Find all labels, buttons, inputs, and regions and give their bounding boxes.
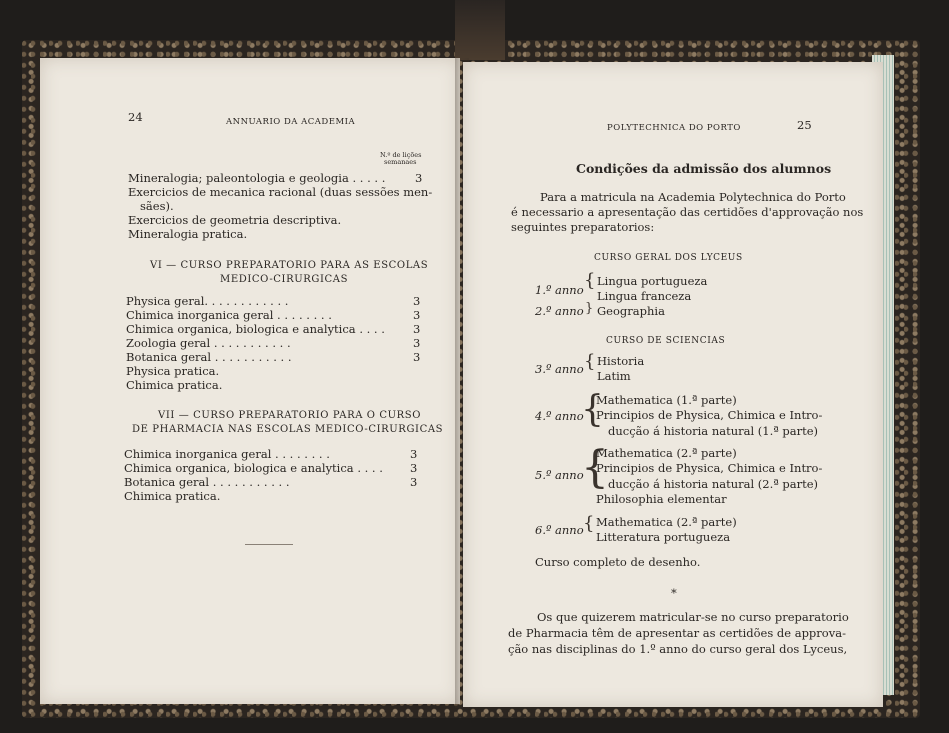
list-item: Litteratura portugueza	[596, 530, 731, 544]
list-item: ducção á historia natural (1.ª parte)	[608, 424, 818, 438]
list-item: Lingua portugueza	[597, 274, 708, 288]
page-number: 24	[128, 110, 143, 124]
brace: {	[581, 389, 604, 430]
left-page	[40, 58, 460, 704]
list-item: Mathematica (2.ª parte)	[596, 446, 737, 460]
list-item-value: 3	[413, 308, 421, 322]
list-item: Historia	[597, 354, 645, 368]
paragraph-line: seguintes preparatorios:	[511, 220, 655, 234]
paragraph-line: Para a matricula na Academia Polytechnica do Porto	[540, 190, 846, 204]
list-item: Mathematica (2.ª parte)	[596, 515, 737, 529]
year-label: 1.º anno	[535, 283, 584, 297]
paragraph-line: é necessario a apresentação das certidões d'approvação nos	[511, 205, 864, 219]
list-item-value: 3	[410, 447, 418, 461]
list-item: Latim	[597, 369, 631, 383]
right-page	[463, 62, 883, 707]
list-item-value: 3	[410, 461, 418, 475]
brace: {	[584, 351, 596, 372]
list-item: Principios de Physica, Chimica e Intro-	[596, 408, 823, 422]
running-head: POLYTECHNICA DO PORTO	[607, 123, 741, 133]
paragraph-line: de Pharmacia têm de apresentar as certidões de approva-	[508, 626, 846, 640]
list-item: Chimica inorganica geral . . . . . . . .	[126, 308, 332, 322]
list-item: Chimica inorganica geral . . . . . . . .	[124, 447, 330, 461]
section-title: VII — CURSO PREPARATORIO PARA O CURSO	[158, 410, 422, 421]
section-title: CURSO GERAL DOS LYCEUS	[594, 253, 743, 263]
section-title: DE PHARMACIA NAS ESCOLAS MEDICO-CIRURGICAS	[132, 424, 444, 435]
list-item: Chimica pratica.	[124, 489, 221, 503]
year-label: 4.º anno	[535, 409, 584, 423]
brace: }	[585, 301, 594, 316]
section-title: CURSO DE SCIENCIAS	[606, 336, 726, 346]
year-label: 5.º anno	[535, 468, 584, 482]
book-spine	[455, 0, 505, 60]
ornament-star: *	[671, 586, 677, 600]
brace: {	[581, 442, 609, 493]
list-item-value: 3	[415, 171, 423, 185]
list-item-value: 3	[413, 322, 421, 336]
year-label: 6.º anno	[535, 523, 584, 537]
list-item: Zoologia geral . . . . . . . . . . .	[126, 336, 291, 350]
brace: {	[584, 270, 596, 291]
section-title: VI — CURSO PREPARATORIO PARA AS ESCOLAS	[150, 260, 429, 271]
paragraph-line: Curso completo de desenho.	[535, 555, 701, 569]
list-item: Physica pratica.	[126, 364, 220, 378]
list-item: sães).	[140, 199, 174, 213]
list-item: Botanica geral . . . . . . . . . . .	[124, 475, 290, 489]
list-item: Exercicios de geometria descriptiva.	[128, 213, 342, 227]
list-item: Physica geral. . . . . . . . . . . .	[126, 294, 289, 308]
list-item: Mathematica (1.ª parte)	[596, 393, 737, 407]
list-item: Botanica geral . . . . . . . . . . .	[126, 350, 292, 364]
list-item-value: 3	[410, 475, 418, 489]
list-item: Mineralogia pratica.	[128, 227, 248, 241]
section-title: MEDICO-CIRURGICAS	[220, 274, 349, 285]
list-item: Geographia	[597, 304, 665, 318]
list-item: Lingua franceza	[597, 289, 692, 303]
column-header: semanaes	[384, 158, 417, 166]
paragraph-line: Os que quizerem matricular-se no curso preparatorio	[537, 610, 849, 624]
year-label: 3.º anno	[535, 362, 584, 376]
divider	[245, 544, 293, 545]
list-item: ducção á historia natural (2.ª parte)	[608, 477, 818, 491]
running-head: ANNUARIO DA ACADEMIA	[226, 117, 356, 127]
list-item: Exercicios de mecanica racional (duas sessões men-	[128, 185, 433, 199]
column-header: N.º de lições	[380, 151, 422, 159]
list-item-value: 3	[413, 350, 421, 364]
list-item: Chimica organica, biologica e analytica . . . .	[124, 461, 383, 475]
page-title: Condições da admissão dos alumnos	[576, 161, 832, 176]
list-item: Chimica organica, biologica e analytica . . . .	[126, 322, 385, 336]
list-item: Principios de Physica, Chimica e Intro-	[596, 461, 823, 475]
list-item-value: 3	[413, 294, 421, 308]
paragraph-line: ção nas disciplinas do 1.º anno do curso geral dos Lyceus,	[508, 642, 848, 656]
page-number: 25	[797, 118, 812, 132]
year-label: 2.º anno	[535, 304, 584, 318]
list-item-value: 3	[413, 336, 421, 350]
brace: {	[583, 513, 595, 534]
list-item: Mineralogia; paleontologia e geologia . . . . .	[128, 171, 386, 185]
list-item: Philosophia elementar	[596, 492, 727, 506]
list-item: Chimica pratica.	[126, 378, 223, 392]
